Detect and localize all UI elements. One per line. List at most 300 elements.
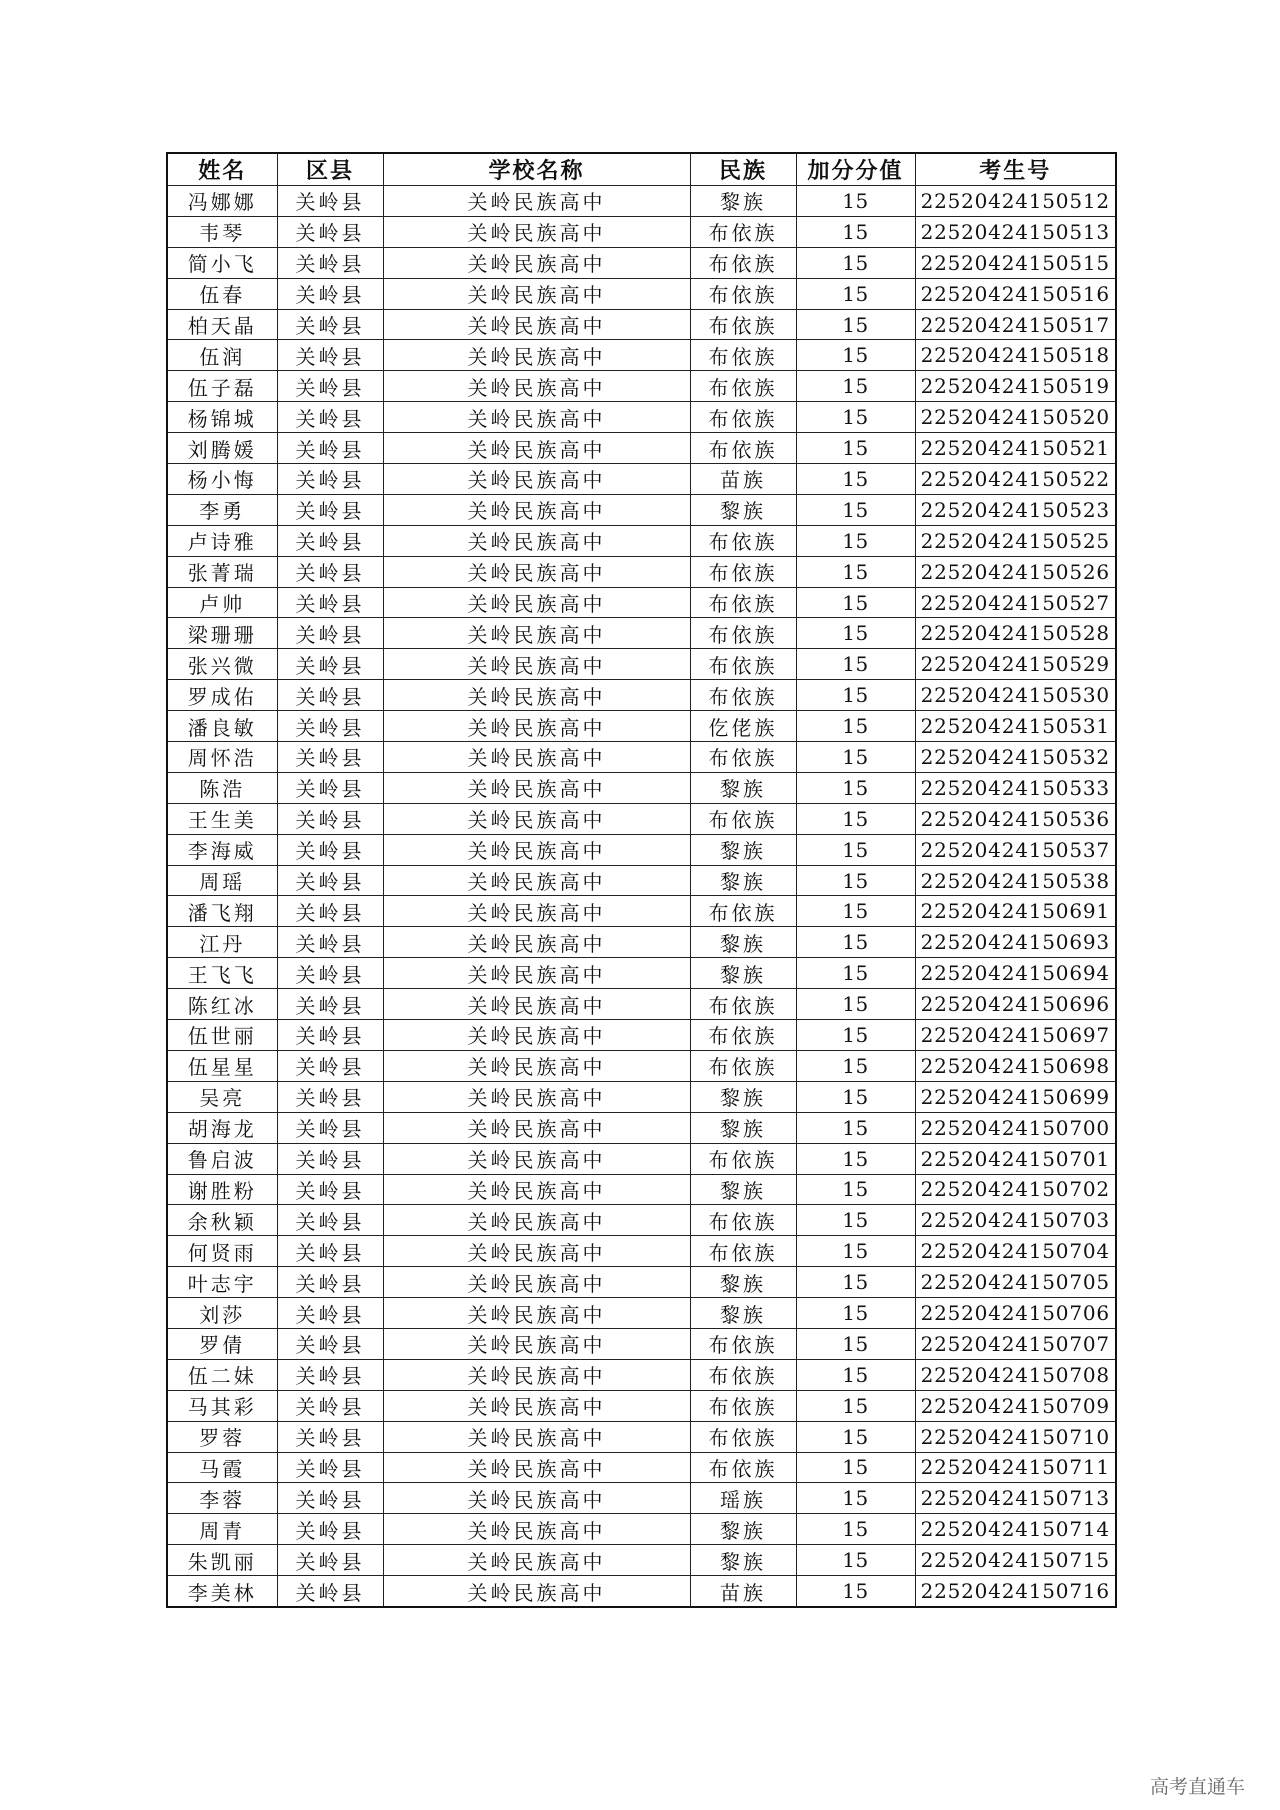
cell-name: 李海威 (167, 834, 277, 865)
cell-ethnicity: 布依族 (690, 216, 796, 247)
cell-county: 关岭县 (277, 1298, 383, 1329)
cell-county: 关岭县 (277, 1452, 383, 1483)
cell-county: 关岭县 (277, 309, 383, 340)
cell-ethnicity: 布依族 (690, 340, 796, 371)
cell-ethnicity: 布依族 (690, 433, 796, 464)
cell-school: 关岭民族高中 (383, 402, 690, 433)
cell-school: 关岭民族高中 (383, 587, 690, 618)
cell-school: 关岭民族高中 (383, 494, 690, 525)
cell-candidate-id: 22520424150714 (915, 1514, 1116, 1545)
cell-bonus-points: 15 (796, 1205, 915, 1236)
cell-ethnicity: 黎族 (690, 834, 796, 865)
cell-candidate-id: 22520424150525 (915, 525, 1116, 556)
cell-school: 关岭民族高中 (383, 1174, 690, 1205)
cell-school: 关岭民族高中 (383, 1267, 690, 1298)
cell-candidate-id: 22520424150530 (915, 680, 1116, 711)
cell-bonus-points: 15 (796, 1359, 915, 1390)
cell-candidate-id: 22520424150701 (915, 1143, 1116, 1174)
cell-bonus-points: 15 (796, 772, 915, 803)
cell-candidate-id: 22520424150705 (915, 1267, 1116, 1298)
cell-school: 关岭民族高中 (383, 618, 690, 649)
cell-name: 伍子磊 (167, 371, 277, 402)
cell-ethnicity: 布依族 (690, 247, 796, 278)
cell-county: 关岭县 (277, 587, 383, 618)
cell-ethnicity: 布依族 (690, 1421, 796, 1452)
cell-candidate-id: 22520424150516 (915, 278, 1116, 309)
cell-school: 关岭民族高中 (383, 680, 690, 711)
cell-county: 关岭县 (277, 742, 383, 773)
cell-candidate-id: 22520424150518 (915, 340, 1116, 371)
cell-name: 王生美 (167, 803, 277, 834)
cell-school: 关岭民族高中 (383, 340, 690, 371)
cell-county: 关岭县 (277, 711, 383, 742)
cell-ethnicity: 布依族 (690, 371, 796, 402)
cell-bonus-points: 15 (796, 1545, 915, 1576)
cell-ethnicity: 黎族 (690, 1267, 796, 1298)
cell-ethnicity: 布依族 (690, 587, 796, 618)
table-row (167, 711, 1116, 742)
cell-county: 关岭县 (277, 1576, 383, 1607)
cell-ethnicity: 布依族 (690, 525, 796, 556)
cell-ethnicity: 布依族 (690, 1020, 796, 1051)
cell-candidate-id: 22520424150520 (915, 402, 1116, 433)
header-county: 区县 (277, 153, 383, 186)
header-ethnicity: 民族 (690, 153, 796, 186)
cell-county: 关岭县 (277, 1267, 383, 1298)
cell-school: 关岭民族高中 (383, 1143, 690, 1174)
cell-county: 关岭县 (277, 186, 383, 217)
cell-school: 关岭民族高中 (383, 278, 690, 309)
cell-bonus-points: 15 (796, 958, 915, 989)
cell-bonus-points: 15 (796, 402, 915, 433)
cell-name: 李勇 (167, 494, 277, 525)
cell-bonus-points: 15 (796, 587, 915, 618)
cell-name: 陈浩 (167, 772, 277, 803)
cell-bonus-points: 15 (796, 1390, 915, 1421)
cell-school: 关岭民族高中 (383, 1298, 690, 1329)
cell-candidate-id: 22520424150710 (915, 1421, 1116, 1452)
cell-bonus-points: 15 (796, 1576, 915, 1607)
cell-bonus-points: 15 (796, 711, 915, 742)
cell-ethnicity: 瑶族 (690, 1483, 796, 1514)
table-row (167, 1576, 1116, 1607)
cell-ethnicity: 苗族 (690, 1576, 796, 1607)
cell-candidate-id: 22520424150699 (915, 1081, 1116, 1112)
table-row (167, 340, 1116, 371)
cell-candidate-id: 22520424150711 (915, 1452, 1116, 1483)
cell-bonus-points: 15 (796, 1143, 915, 1174)
cell-school: 关岭民族高中 (383, 803, 690, 834)
table-header-row (167, 153, 1116, 186)
cell-name: 伍星星 (167, 1050, 277, 1081)
cell-name: 谢胜粉 (167, 1174, 277, 1205)
table-row (167, 1174, 1116, 1205)
table-row (167, 402, 1116, 433)
cell-school: 关岭民族高中 (383, 742, 690, 773)
cell-bonus-points: 15 (796, 834, 915, 865)
cell-candidate-id: 22520424150691 (915, 896, 1116, 927)
table-row (167, 1514, 1116, 1545)
cell-name: 余秋颖 (167, 1205, 277, 1236)
table-row (167, 525, 1116, 556)
cell-school: 关岭民族高中 (383, 1452, 690, 1483)
table-row (167, 742, 1116, 773)
table-row (167, 464, 1116, 495)
cell-name: 吴亮 (167, 1081, 277, 1112)
cell-candidate-id: 22520424150523 (915, 494, 1116, 525)
cell-school: 关岭民族高中 (383, 1020, 690, 1051)
cell-school: 关岭民族高中 (383, 1421, 690, 1452)
table-row (167, 278, 1116, 309)
cell-ethnicity: 黎族 (690, 1112, 796, 1143)
cell-school: 关岭民族高中 (383, 464, 690, 495)
cell-school: 关岭民族高中 (383, 1328, 690, 1359)
cell-county: 关岭县 (277, 556, 383, 587)
cell-ethnicity: 布依族 (690, 556, 796, 587)
table-row (167, 1112, 1116, 1143)
cell-county: 关岭县 (277, 896, 383, 927)
cell-county: 关岭县 (277, 278, 383, 309)
cell-county: 关岭县 (277, 772, 383, 803)
cell-candidate-id: 22520424150696 (915, 989, 1116, 1020)
cell-name: 杨小悔 (167, 464, 277, 495)
cell-school: 关岭民族高中 (383, 896, 690, 927)
cell-ethnicity: 布依族 (690, 649, 796, 680)
cell-candidate-id: 22520424150529 (915, 649, 1116, 680)
cell-name: 柏天晶 (167, 309, 277, 340)
cell-county: 关岭县 (277, 618, 383, 649)
cell-school: 关岭民族高中 (383, 989, 690, 1020)
cell-bonus-points: 15 (796, 742, 915, 773)
table-row (167, 1359, 1116, 1390)
cell-name: 潘良敏 (167, 711, 277, 742)
cell-name: 鲁启波 (167, 1143, 277, 1174)
table-row (167, 649, 1116, 680)
cell-county: 关岭县 (277, 1205, 383, 1236)
cell-ethnicity: 黎族 (690, 865, 796, 896)
cell-candidate-id: 22520424150533 (915, 772, 1116, 803)
cell-ethnicity: 布依族 (690, 1452, 796, 1483)
table-row (167, 433, 1116, 464)
cell-county: 关岭县 (277, 1390, 383, 1421)
cell-bonus-points: 15 (796, 247, 915, 278)
cell-name: 卢诗雅 (167, 525, 277, 556)
cell-candidate-id: 22520424150537 (915, 834, 1116, 865)
cell-candidate-id: 22520424150703 (915, 1205, 1116, 1236)
cell-county: 关岭县 (277, 1328, 383, 1359)
cell-name: 刘莎 (167, 1298, 277, 1329)
cell-candidate-id: 22520424150716 (915, 1576, 1116, 1607)
cell-ethnicity: 苗族 (690, 464, 796, 495)
cell-name: 李美林 (167, 1576, 277, 1607)
cell-bonus-points: 15 (796, 1174, 915, 1205)
table-row (167, 958, 1116, 989)
table-row (167, 834, 1116, 865)
cell-school: 关岭民族高中 (383, 1236, 690, 1267)
cell-candidate-id: 22520424150694 (915, 958, 1116, 989)
cell-bonus-points: 15 (796, 1020, 915, 1051)
cell-bonus-points: 15 (796, 1514, 915, 1545)
table-row (167, 927, 1116, 958)
cell-name: 叶志宇 (167, 1267, 277, 1298)
table-row (167, 1020, 1116, 1051)
cell-name: 江丹 (167, 927, 277, 958)
cell-county: 关岭县 (277, 1081, 383, 1112)
cell-name: 韦琴 (167, 216, 277, 247)
cell-school: 关岭民族高中 (383, 958, 690, 989)
cell-bonus-points: 15 (796, 1328, 915, 1359)
cell-name: 胡海龙 (167, 1112, 277, 1143)
cell-bonus-points: 15 (796, 433, 915, 464)
header-bonus-points: 加分分值 (796, 153, 915, 186)
table-row (167, 186, 1116, 217)
cell-name: 罗倩 (167, 1328, 277, 1359)
cell-school: 关岭民族高中 (383, 1359, 690, 1390)
cell-ethnicity: 布依族 (690, 989, 796, 1020)
cell-candidate-id: 22520424150713 (915, 1483, 1116, 1514)
table-row (167, 1328, 1116, 1359)
cell-bonus-points: 15 (796, 649, 915, 680)
cell-county: 关岭县 (277, 680, 383, 711)
cell-candidate-id: 22520424150521 (915, 433, 1116, 464)
table-row (167, 1081, 1116, 1112)
cell-name: 张菁瑞 (167, 556, 277, 587)
cell-county: 关岭县 (277, 494, 383, 525)
cell-county: 关岭县 (277, 216, 383, 247)
cell-candidate-id: 22520424150707 (915, 1328, 1116, 1359)
cell-ethnicity: 黎族 (690, 958, 796, 989)
cell-candidate-id: 22520424150715 (915, 1545, 1116, 1576)
cell-school: 关岭民族高中 (383, 927, 690, 958)
table-row (167, 772, 1116, 803)
cell-county: 关岭县 (277, 865, 383, 896)
table-row (167, 587, 1116, 618)
table-row (167, 1205, 1116, 1236)
cell-ethnicity: 布依族 (690, 896, 796, 927)
cell-ethnicity: 布依族 (690, 803, 796, 834)
cell-candidate-id: 22520424150517 (915, 309, 1116, 340)
cell-name: 简小飞 (167, 247, 277, 278)
cell-school: 关岭民族高中 (383, 865, 690, 896)
cell-name: 潘飞翔 (167, 896, 277, 927)
cell-ethnicity: 布依族 (690, 278, 796, 309)
cell-county: 关岭县 (277, 1174, 383, 1205)
bonus-points-table (166, 152, 1117, 1608)
table-row (167, 865, 1116, 896)
cell-bonus-points: 15 (796, 309, 915, 340)
table-row (167, 1421, 1116, 1452)
cell-name: 刘腾媛 (167, 433, 277, 464)
cell-county: 关岭县 (277, 803, 383, 834)
cell-ethnicity: 黎族 (690, 927, 796, 958)
cell-county: 关岭县 (277, 433, 383, 464)
cell-county: 关岭县 (277, 525, 383, 556)
cell-ethnicity: 布依族 (690, 1359, 796, 1390)
cell-bonus-points: 15 (796, 1112, 915, 1143)
header-candidate-id: 考生号 (915, 153, 1116, 186)
header-name: 姓名 (167, 153, 277, 186)
cell-bonus-points: 15 (796, 1483, 915, 1514)
cell-bonus-points: 15 (796, 1298, 915, 1329)
cell-ethnicity: 布依族 (690, 1390, 796, 1421)
cell-school: 关岭民族高中 (383, 247, 690, 278)
cell-ethnicity: 布依族 (690, 1050, 796, 1081)
cell-candidate-id: 22520424150708 (915, 1359, 1116, 1390)
cell-name: 冯娜娜 (167, 186, 277, 217)
cell-bonus-points: 15 (796, 464, 915, 495)
table-row (167, 371, 1116, 402)
cell-name: 何贤雨 (167, 1236, 277, 1267)
cell-school: 关岭民族高中 (383, 371, 690, 402)
cell-name: 伍润 (167, 340, 277, 371)
cell-county: 关岭县 (277, 927, 383, 958)
table-row (167, 1545, 1116, 1576)
cell-name: 周青 (167, 1514, 277, 1545)
cell-name: 马霞 (167, 1452, 277, 1483)
table-row (167, 494, 1116, 525)
cell-county: 关岭县 (277, 649, 383, 680)
table-row (167, 1143, 1116, 1174)
cell-county: 关岭县 (277, 1545, 383, 1576)
cell-county: 关岭县 (277, 1236, 383, 1267)
cell-county: 关岭县 (277, 1483, 383, 1514)
cell-name: 张兴微 (167, 649, 277, 680)
cell-bonus-points: 15 (796, 927, 915, 958)
cell-name: 陈红冰 (167, 989, 277, 1020)
cell-county: 关岭县 (277, 1020, 383, 1051)
cell-name: 卢帅 (167, 587, 277, 618)
cell-candidate-id: 22520424150697 (915, 1020, 1116, 1051)
table-row (167, 309, 1116, 340)
cell-school: 关岭民族高中 (383, 1483, 690, 1514)
cell-school: 关岭民族高中 (383, 834, 690, 865)
cell-candidate-id: 22520424150693 (915, 927, 1116, 958)
cell-county: 关岭县 (277, 340, 383, 371)
cell-county: 关岭县 (277, 1112, 383, 1143)
cell-bonus-points: 15 (796, 865, 915, 896)
cell-bonus-points: 15 (796, 1452, 915, 1483)
cell-school: 关岭民族高中 (383, 1545, 690, 1576)
table-row (167, 1298, 1116, 1329)
cell-ethnicity: 布依族 (690, 1236, 796, 1267)
table-row (167, 247, 1116, 278)
cell-county: 关岭县 (277, 1050, 383, 1081)
cell-candidate-id: 22520424150706 (915, 1298, 1116, 1329)
cell-ethnicity: 布依族 (690, 742, 796, 773)
cell-bonus-points: 15 (796, 371, 915, 402)
cell-school: 关岭民族高中 (383, 309, 690, 340)
cell-ethnicity: 布依族 (690, 1328, 796, 1359)
table-row (167, 1050, 1116, 1081)
cell-ethnicity: 黎族 (690, 494, 796, 525)
header-school: 学校名称 (383, 153, 690, 186)
cell-school: 关岭民族高中 (383, 1112, 690, 1143)
cell-name: 罗成佑 (167, 680, 277, 711)
cell-candidate-id: 22520424150532 (915, 742, 1116, 773)
cell-ethnicity: 黎族 (690, 1081, 796, 1112)
cell-county: 关岭县 (277, 989, 383, 1020)
cell-bonus-points: 15 (796, 1050, 915, 1081)
cell-bonus-points: 15 (796, 494, 915, 525)
cell-school: 关岭民族高中 (383, 433, 690, 464)
cell-candidate-id: 22520424150528 (915, 618, 1116, 649)
table-row (167, 680, 1116, 711)
cell-candidate-id: 22520424150704 (915, 1236, 1116, 1267)
cell-ethnicity: 布依族 (690, 402, 796, 433)
table-row (167, 556, 1116, 587)
cell-school: 关岭民族高中 (383, 1390, 690, 1421)
cell-county: 关岭县 (277, 834, 383, 865)
cell-ethnicity: 布依族 (690, 309, 796, 340)
cell-name: 周瑶 (167, 865, 277, 896)
cell-candidate-id: 22520424150513 (915, 216, 1116, 247)
table-row (167, 1236, 1116, 1267)
table-row (167, 1483, 1116, 1514)
cell-candidate-id: 22520424150527 (915, 587, 1116, 618)
cell-school: 关岭民族高中 (383, 1576, 690, 1607)
cell-school: 关岭民族高中 (383, 1514, 690, 1545)
cell-bonus-points: 15 (796, 525, 915, 556)
cell-school: 关岭民族高中 (383, 1205, 690, 1236)
table-row (167, 896, 1116, 927)
cell-county: 关岭县 (277, 464, 383, 495)
cell-ethnicity: 黎族 (690, 1298, 796, 1329)
cell-name: 杨锦城 (167, 402, 277, 433)
cell-school: 关岭民族高中 (383, 1050, 690, 1081)
cell-candidate-id: 22520424150531 (915, 711, 1116, 742)
cell-name: 梁珊珊 (167, 618, 277, 649)
cell-candidate-id: 22520424150526 (915, 556, 1116, 587)
cell-candidate-id: 22520424150536 (915, 803, 1116, 834)
cell-bonus-points: 15 (796, 216, 915, 247)
cell-bonus-points: 15 (796, 1421, 915, 1452)
cell-name: 李蓉 (167, 1483, 277, 1514)
cell-ethnicity: 仡佬族 (690, 711, 796, 742)
cell-ethnicity: 布依族 (690, 618, 796, 649)
cell-bonus-points: 15 (796, 340, 915, 371)
cell-candidate-id: 22520424150709 (915, 1390, 1116, 1421)
cell-name: 罗蓉 (167, 1421, 277, 1452)
cell-candidate-id: 22520424150538 (915, 865, 1116, 896)
cell-name: 伍春 (167, 278, 277, 309)
cell-school: 关岭民族高中 (383, 556, 690, 587)
cell-candidate-id: 22520424150519 (915, 371, 1116, 402)
cell-school: 关岭民族高中 (383, 186, 690, 217)
cell-ethnicity: 布依族 (690, 1205, 796, 1236)
cell-county: 关岭县 (277, 402, 383, 433)
cell-county: 关岭县 (277, 1143, 383, 1174)
cell-bonus-points: 15 (796, 803, 915, 834)
cell-bonus-points: 15 (796, 1236, 915, 1267)
cell-name: 王飞飞 (167, 958, 277, 989)
cell-school: 关岭民族高中 (383, 1081, 690, 1112)
cell-candidate-id: 22520424150522 (915, 464, 1116, 495)
cell-ethnicity: 布依族 (690, 680, 796, 711)
cell-bonus-points: 15 (796, 896, 915, 927)
cell-ethnicity: 黎族 (690, 1174, 796, 1205)
cell-bonus-points: 15 (796, 1081, 915, 1112)
cell-ethnicity: 黎族 (690, 1514, 796, 1545)
cell-name: 马其彩 (167, 1390, 277, 1421)
cell-school: 关岭民族高中 (383, 649, 690, 680)
cell-name: 伍二妹 (167, 1359, 277, 1390)
cell-ethnicity: 黎族 (690, 1545, 796, 1576)
cell-candidate-id: 22520424150698 (915, 1050, 1116, 1081)
table-row (167, 618, 1116, 649)
table-row (167, 803, 1116, 834)
cell-bonus-points: 15 (796, 618, 915, 649)
cell-county: 关岭县 (277, 1359, 383, 1390)
